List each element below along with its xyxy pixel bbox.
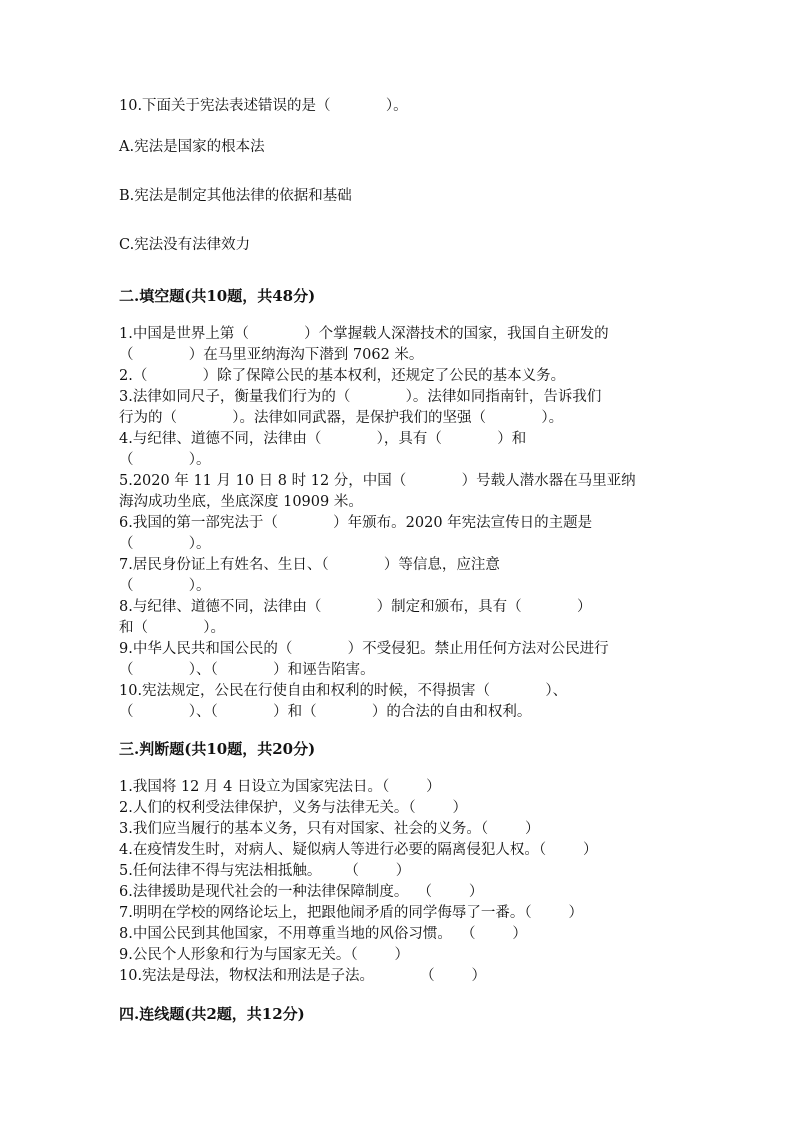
fill-blank-line: （ ）。 bbox=[119, 578, 211, 594]
fill-blank-line: （ ）。 bbox=[119, 452, 211, 468]
fill-blank-line: 和（ ）。 bbox=[119, 620, 226, 636]
true-false-line: 1.我国将 12 月 4 日设立为国家宪法日。（ ） bbox=[119, 779, 441, 795]
section-3-heading: 三.判断题(共10题，共20分) bbox=[119, 740, 316, 758]
fill-blank-line: 2.（ ）除了保障公民的基本权利，还规定了公民的基本义务。 bbox=[119, 368, 566, 384]
fill-blank-line: 7.居民身份证上有姓名、生日、（ ）等信息，应注意 bbox=[119, 557, 500, 573]
fill-blank-line: 行为的（ ）。法律如同武器，是保护我们的坚强（ ）。 bbox=[119, 410, 564, 426]
fill-blank-line: 1.中国是世界上第（ ）个掌握载人深潜技术的国家，我国自主研发的 bbox=[119, 326, 609, 342]
true-false-line: 2.人们的权利受法律保护，义务与法律无关。（ ） bbox=[119, 800, 467, 816]
question-10-option-b: B.宪法是制定其他法律的依据和基础 bbox=[119, 188, 352, 204]
true-false-line: 4.在疫情发生时，对病人、疑似病人等进行必要的隔离侵犯人权。（ ） bbox=[119, 842, 598, 858]
fill-blank-line: 3.法律如同尺子，衡量我们行为的（ ）。法律如同指南针，告诉我们 bbox=[119, 389, 602, 405]
fill-blank-line: 海沟成功坐底，坐底深度 10909 米。 bbox=[119, 494, 363, 510]
question-10-stem: 10.下面关于宪法表述错误的是（ ）。 bbox=[119, 98, 408, 114]
fill-blank-line: （ ）、（ ）和（ ）的合法的自由和权利。 bbox=[119, 704, 532, 720]
true-false-line: 3.我们应当履行的基本义务，只有对国家、社会的义务。（ ） bbox=[119, 821, 540, 837]
fill-blank-line: 6.我国的第一部宪法于（ ）年颁布。2020 年宪法宣传日的主题是 bbox=[119, 515, 593, 531]
section-2-heading: 二.填空题(共10题，共48分) bbox=[119, 287, 316, 305]
true-false-line: 10.宪法是母法，物权法和刑法是子法。 （ ） bbox=[119, 968, 487, 984]
question-10-option-c: C.宪法没有法律效力 bbox=[119, 237, 251, 253]
fill-blank-line: （ ）。 bbox=[119, 536, 211, 552]
true-false-line: 7.明明在学校的网络论坛上，把跟他闹矛盾的同学侮辱了一番。（ ） bbox=[119, 905, 583, 921]
fill-blank-line: 4.与纪律、道德不同，法律由（ ），具有（ ）和 bbox=[119, 431, 527, 447]
fill-blank-line: 10.宪法规定，公民在行使自由和权利的时候，不得损害（ ）、 bbox=[119, 683, 568, 699]
fill-blank-line: （ ）在马里亚纳海沟下潜到 7062 米。 bbox=[119, 347, 424, 363]
fill-blank-line: （ ）、（ ）和诬告陷害。 bbox=[119, 662, 375, 678]
fill-blank-line: 9.中华人民共和国公民的（ ）不受侵犯。禁止用任何方法对公民进行 bbox=[119, 641, 609, 657]
true-false-line: 8.中国公民到其他国家，不用尊重当地的风俗习惯。 （ ） bbox=[119, 926, 527, 942]
true-false-line: 5.任何法律不得与宪法相抵触。 （ ） bbox=[119, 863, 411, 879]
true-false-line: 6.法律援助是现代社会的一种法律保障制度。 （ ） bbox=[119, 884, 484, 900]
true-false-line: 9.公民个人形象和行为与国家无关。（ ） bbox=[119, 947, 409, 963]
section-4-heading: 四.连线题(共2题，共12分) bbox=[119, 1005, 305, 1023]
fill-blank-line: 5.2020 年 11 月 10 日 8 时 12 分，中国（ ）号载人潜水器在马里亚纳 bbox=[119, 473, 636, 489]
fill-blank-line: 8.与纪律、道德不同，法律由（ ）制定和颁布，具有（ ） bbox=[119, 599, 592, 615]
question-10-option-a: A.宪法是国家的根本法 bbox=[119, 139, 265, 155]
